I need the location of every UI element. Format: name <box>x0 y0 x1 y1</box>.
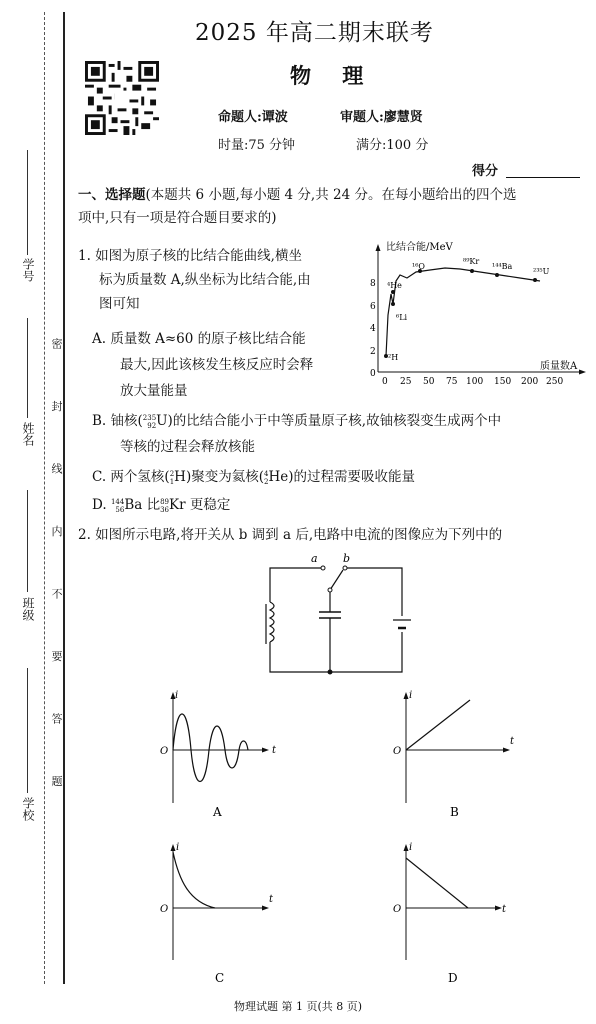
q1-stem-2: 标为质量数 A,纵坐标为比结合能,由 <box>99 272 311 288</box>
time-label: 时量:75 分钟 <box>218 138 296 153</box>
option-d-origin: O <box>393 904 402 915</box>
binding-energy-graph <box>360 238 588 386</box>
graph-ytick-6: 6 <box>370 302 376 312</box>
option-a-axis-i: i <box>175 690 179 701</box>
label-kr89: ⁸⁹Kr <box>463 257 480 266</box>
page-footer: 物理试题 第 1 页(共 8 页) <box>233 1000 363 1013</box>
section1-title: 一、选择题 <box>78 187 146 203</box>
option-c-axis-i: i <box>176 842 180 853</box>
label-he4: ⁴He <box>387 281 402 290</box>
binding-energy-curve <box>386 268 540 356</box>
q1-stem-1: 1. 如图为原子核的比结合能曲线,横坐 <box>78 248 302 264</box>
point-he4 <box>391 290 395 294</box>
point-ba144 <box>495 273 499 277</box>
option-a-origin: O <box>160 746 169 757</box>
label-ba144: ¹⁴⁴Ba <box>492 262 513 271</box>
q1-option-b-2: 等核的过程会释放核能 <box>120 439 255 455</box>
switch-blade <box>330 570 343 590</box>
author-label: 命题人:谭波 <box>218 110 288 125</box>
qr-code <box>85 61 159 135</box>
label-o16: ¹⁶O <box>412 262 425 271</box>
graph-ytick-8: 8 <box>370 279 376 289</box>
reviewer-label: 审题人:廖慧贤 <box>340 110 423 125</box>
q1-option-a-2: 最大,因此该核发生核反应时会释 <box>120 357 314 373</box>
switch-label-b: b <box>343 552 351 565</box>
q1-option-a-1: A. 质量数 A≈60 的原子核比结合能 <box>92 331 306 347</box>
graph-xtick-250: 250 <box>546 377 564 386</box>
option-c-axis-t: t <box>269 894 274 905</box>
name-label: 姓名 <box>21 422 35 446</box>
label-li6: ⁶Li <box>396 313 408 322</box>
graph-ytick-2: 2 <box>370 347 376 357</box>
switch-label-a: a <box>311 552 318 565</box>
graph-xtick-75: 75 <box>446 377 458 386</box>
label-h2: ²H <box>388 353 399 362</box>
junction-dot <box>328 670 333 675</box>
option-b-label: B <box>450 805 459 818</box>
inductor-coil <box>270 602 274 642</box>
name-blank <box>27 318 28 418</box>
option-b-axis-t: t <box>510 736 515 747</box>
class-label: 班级 <box>21 597 35 621</box>
point-li6 <box>391 302 395 306</box>
exam-title: 2025 年高二期末联考 <box>195 20 434 46</box>
option-c-origin: O <box>160 904 169 915</box>
graph-xtick-0: 0 <box>382 377 388 386</box>
graph-ylabel: 比结合能/MeV <box>386 242 453 253</box>
q1-option-d: D. 144 56Ba 比89 36Kr 更稳定 <box>92 497 231 514</box>
option-b-line <box>406 700 470 750</box>
option-d-line <box>406 858 468 908</box>
option-b-origin: O <box>393 746 402 757</box>
section1-instructions: (本题共 6 小题,每小题 4 分,共 24 分。在每小题给出的四个选 <box>145 187 517 203</box>
option-d-graph <box>388 840 518 990</box>
q1-stem-3: 图可知 <box>99 296 140 312</box>
switch-contact-b <box>343 566 347 570</box>
graph-ytick-4: 4 <box>370 324 376 334</box>
q1-option-a-3: 放大量能量 <box>120 383 188 399</box>
option-a-curve <box>173 714 248 782</box>
option-c-graph <box>155 840 285 990</box>
score-blank[interactable] <box>506 177 580 178</box>
class-blank <box>27 490 28 592</box>
graph-y-arrow <box>376 244 381 251</box>
school-label: 学校 <box>21 797 35 821</box>
q1-option-b-1: B. 铀核(235 92U)的比结合能小于中等质量原子核,故铀核裂变生成两个中 <box>92 413 502 430</box>
option-d-axis-t: t <box>502 904 507 915</box>
id-number-label: 学号 <box>21 258 35 282</box>
section1-instructions-2: 项中,只有一项是符合题目要求的) <box>78 210 277 226</box>
bottom-wire <box>270 632 402 672</box>
option-b-graph <box>388 688 518 818</box>
graph-xtick-50: 50 <box>423 377 435 386</box>
graph-xtick-25: 25 <box>400 377 412 386</box>
option-b-axis-i: i <box>409 690 413 701</box>
top-right-wire <box>347 568 402 616</box>
option-a-label: A <box>213 805 222 818</box>
graph-xlabel: 质量数A <box>540 361 578 372</box>
score-field-label: 得分 <box>472 164 499 179</box>
lc-circuit-diagram <box>255 550 415 680</box>
section1-heading <box>78 184 516 206</box>
graph-ytick-0: 0 <box>370 369 376 379</box>
top-left-wire <box>270 568 321 602</box>
option-d-label: D <box>448 971 458 985</box>
binding-dashed-line <box>44 12 45 984</box>
q1-option-c: C. 两个氢核(2 1H)聚变为氦核(4 2He)的过程需要吸收能量 <box>92 469 415 486</box>
option-d-axis-i: i <box>409 842 413 853</box>
option-c-label: C <box>215 971 225 985</box>
q2-stem: 2. 如图所示电路,将开关从 b 调到 a 后,电路中电流的图像应为下列中的 <box>78 527 503 543</box>
seal-notice: 密 封 线 内 不 要 答 题 <box>50 338 63 811</box>
id-number-blank <box>27 150 28 255</box>
subject-title: 物 理 <box>290 63 376 88</box>
point-kr89 <box>470 269 474 273</box>
graph-xtick-200: 200 <box>521 377 539 386</box>
graph-x-arrow <box>579 370 586 375</box>
graph-xtick-150: 150 <box>494 377 512 386</box>
option-a-axis-t: t <box>272 745 277 756</box>
point-u235 <box>533 278 537 282</box>
option-a-graph <box>155 688 285 818</box>
switch-contact-a <box>321 566 325 570</box>
graph-xtick-100: 100 <box>466 377 484 386</box>
school-blank <box>27 668 28 793</box>
switch-pivot <box>328 588 332 592</box>
label-u235: ²³⁵U <box>533 267 550 276</box>
score-label: 满分:100 分 <box>356 138 429 153</box>
option-c-curve <box>173 852 215 908</box>
